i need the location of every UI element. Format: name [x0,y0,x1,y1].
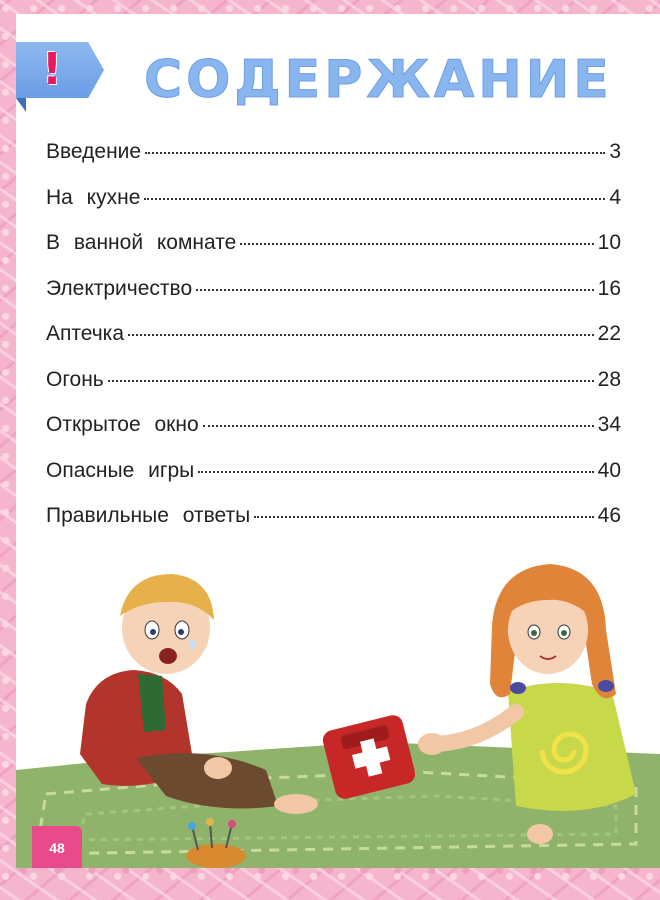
toc-leader-dots [196,289,594,291]
girl-pupil [531,630,537,636]
toc-leader-dots [254,516,593,518]
toc-label: Открытое окно [46,413,199,436]
toc-row[interactable] [46,277,621,323]
girl-hair-tie [598,680,614,692]
boy-pupil [178,629,184,635]
boy-pupil [150,629,156,635]
toc-page-number: 46 [597,504,621,527]
toc-page-number: 16 [597,276,621,300]
toc-leader-dots [203,425,594,427]
toc-page-number: 28 [597,367,621,391]
toc-page-number: 40 [597,458,621,482]
toc-row[interactable] [46,231,621,277]
table-of-contents [46,140,621,550]
girl-hand [418,733,446,755]
girl-pupil [561,630,567,636]
toc-label: Аптечка [46,322,125,345]
toc-leader-dots [198,471,593,473]
boy-tear [189,639,195,649]
toc-label: Электричество [46,276,193,300]
toc-row[interactable] [46,413,621,459]
toc-label: Правильные ответы [46,504,251,527]
toc-leader-dots [240,243,593,245]
toc-row[interactable] [46,140,621,186]
toc-page-number: 22 [597,322,621,345]
boy-hand [204,757,232,779]
toc-leader-dots [145,152,605,154]
toc-row[interactable] [46,186,621,232]
toc-label: На кухне [46,185,141,209]
page-title: СОДЕРЖАНИЕ [144,50,613,110]
girl-hand [527,824,553,844]
exclamation-icon: ! [41,44,63,95]
toc-row[interactable] [46,459,621,505]
toc-leader-dots [128,334,594,336]
toc-page-number: 10 [597,231,621,254]
toc-row[interactable] [46,368,621,414]
boy-mouth [159,648,177,664]
toc-page-number: 3 [609,140,621,163]
toc-label: В ванной комнате [46,231,237,254]
toc-row[interactable] [46,322,621,368]
toc-label: Огонь [46,367,104,391]
toc-row[interactable] [46,504,621,550]
toc-leader-dots [144,198,605,200]
toc-page-number: 4 [609,185,621,209]
toc-label: Опасные игры [46,458,195,482]
page-number-badge: 48 [32,826,82,868]
children-illustration [16,544,660,868]
boy-foot [274,794,318,814]
toc-page-number: 34 [597,413,621,436]
book-page [16,14,660,868]
girl-hair-tie [510,682,526,694]
tab-fold [16,98,26,112]
girl-dress [508,683,636,811]
chapter-tab [16,42,112,112]
toc-label: Введение [46,140,142,163]
toc-leader-dots [108,380,594,382]
